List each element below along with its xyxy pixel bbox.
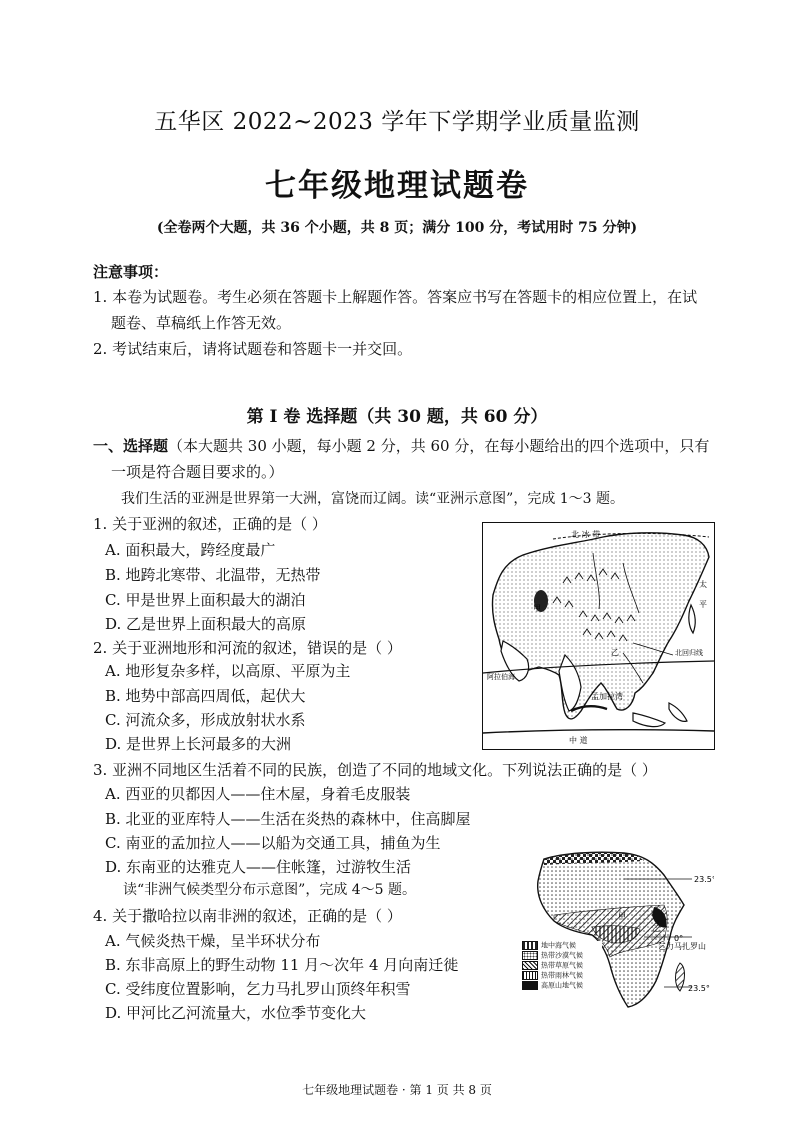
q4-stem: 4. 关于撒哈拉以南非洲的叙述，正确的是（ ） bbox=[93, 907, 402, 925]
bengal-label: 孟加拉湾 bbox=[591, 692, 623, 701]
africa-map bbox=[514, 845, 714, 1025]
legend-swatch-desert bbox=[522, 951, 538, 960]
legend-swatch-highland bbox=[522, 981, 538, 990]
page-footer: 七年级地理试题卷 · 第 1 页 共 8 页 bbox=[302, 1083, 492, 1097]
legend-label: 热带草原气候 bbox=[541, 961, 583, 970]
asia-map bbox=[482, 522, 715, 750]
q2-stem: 2. 关于亚洲地形和河流的叙述，错误的是（ ） bbox=[93, 639, 402, 657]
q3-option-b: B. 北亚的亚库特人——生活在炎热的森林中，住高脚屋 bbox=[105, 810, 471, 828]
q4-option-d: D. 甲河比乙河流量大，水位季节变化大 bbox=[105, 1004, 367, 1022]
q2-option-d: D. 是世界上长河最多的大洲 bbox=[105, 735, 292, 753]
q3-option-d: D. 东南亚的达雅克人——住帐篷，过游牧生活 bbox=[105, 858, 412, 876]
q4-option-a: A. 气候炎热干燥，呈半环状分布 bbox=[105, 932, 321, 950]
legend-swatch-savanna bbox=[522, 961, 538, 970]
q2-option-a: A. 地形复杂多样，以高原、平原为主 bbox=[105, 662, 351, 680]
q2-option-b: B. 地势中部高四周低，起伏大 bbox=[105, 687, 306, 705]
pacific-label-1: 太 bbox=[699, 580, 707, 589]
philippines bbox=[669, 703, 687, 721]
exam-title: 五华区 2022~2023 学年下学期学业质量监测 bbox=[154, 109, 640, 135]
kilimanjaro-label: 乞力马扎罗山 bbox=[658, 942, 706, 951]
legend-item bbox=[522, 941, 576, 951]
tropic-label: 北回归线 bbox=[675, 649, 703, 657]
q2-option-c: C. 河流众多，形成放射状水系 bbox=[105, 711, 306, 729]
africa-label-yi: 乙 bbox=[652, 924, 660, 933]
q3-stem: 3. 亚洲不同地区生活着不同的民族，创造了不同的地域文化。下列说法正确的是（ ） bbox=[93, 761, 657, 779]
q1-option-c: C. 甲是世界上面积最大的湖泊 bbox=[105, 591, 306, 609]
pacific-label-2: 平 bbox=[699, 600, 707, 609]
q1-option-a: A. 面积最大，跨经度最广 bbox=[105, 541, 276, 559]
legend-item bbox=[522, 971, 583, 981]
sea-islands bbox=[633, 713, 665, 727]
japan-islands bbox=[689, 605, 695, 633]
section-heading-cont: 一项是符合题目要求的。） bbox=[111, 463, 284, 481]
section-title: 第 I 卷 选择题（共 30 题，共 60 分） bbox=[246, 407, 548, 427]
equator-label: 中 道 bbox=[569, 736, 588, 745]
q3-option-c: C. 南亚的孟加拉人——以船为交通工具，捕鱼为生 bbox=[105, 834, 441, 852]
q1-option-d: D. 乙是世界上面积最大的高原 bbox=[105, 615, 307, 633]
lat-zero-label: 0° bbox=[674, 934, 684, 943]
section-heading-rest: （本大题共 30 小题，每小题 2 分，共 60 分，在每小题给出的四个选项中，只有 bbox=[168, 437, 710, 455]
asia-landmass bbox=[492, 533, 709, 719]
africa-intro: 读“非洲气候类型分布示意图”，完成 4～5 题。 bbox=[123, 882, 417, 898]
lat-south-label: 23.5° bbox=[688, 984, 710, 993]
lat-north-label: 23.5° bbox=[694, 875, 714, 884]
map-label-yi: 乙 bbox=[611, 648, 619, 657]
q4-option-b: B. 东非高原上的野生动物 11 月～次年 4 月向南迁徙 bbox=[105, 956, 459, 974]
q3-option-a: A. 西亚的贝都因人——住木屋，身着毛皮服装 bbox=[105, 785, 411, 803]
asia-intro: 我们生活的亚洲是世界第一大洲，富饶而辽阔。读“亚洲示意图”，完成 1～3 题。 bbox=[121, 491, 625, 507]
q1-stem: 1. 关于亚洲的叙述，正确的是（ ） bbox=[93, 515, 327, 533]
section-heading bbox=[93, 436, 709, 456]
q4-option-c: C. 受纬度位置影响，乞力马扎罗山顶终年积雪 bbox=[105, 980, 411, 998]
africa-label-jia: 甲 bbox=[618, 912, 626, 921]
section-heading-bold: 一、选择题 bbox=[93, 437, 169, 455]
note-item-1-cont: 题卷、草稿纸上作答无效。 bbox=[111, 314, 292, 332]
exam-info: (全卷两个大题，共 36 个小题，共 8 页；满分 100 分，考试用时 75 分钟) bbox=[156, 220, 638, 236]
legend-label: 热带沙漠气候 bbox=[541, 951, 583, 960]
legend-swatch-rainforest bbox=[522, 971, 538, 980]
legend-item bbox=[522, 961, 583, 971]
note-item-2: 2. 考试结束后，请将试题卷和答题卡一并交回。 bbox=[93, 340, 413, 358]
asia-map-svg bbox=[483, 523, 714, 749]
equator-line bbox=[483, 730, 714, 733]
q1-option-b: B. 地跨北寒带、北温带，无热带 bbox=[105, 566, 321, 584]
arctic-label: 北 冰 带 bbox=[571, 530, 601, 539]
legend-item bbox=[522, 981, 583, 991]
arabian-label: 阿拉伯海 bbox=[487, 673, 515, 681]
legend-item bbox=[522, 951, 583, 961]
map-label-jia: 甲 bbox=[533, 604, 541, 613]
legend-label: 地中海气候 bbox=[541, 941, 576, 950]
africa-legend bbox=[522, 941, 602, 991]
notes-title: 注意事项： bbox=[93, 263, 169, 281]
legend-label: 热带雨林气候 bbox=[541, 971, 583, 980]
africa-map-svg bbox=[514, 845, 714, 1025]
legend-label: 高原山地气候 bbox=[541, 981, 583, 990]
legend-swatch-mediterranean bbox=[522, 941, 538, 950]
exam-subtitle: 七年级地理试题卷 bbox=[265, 168, 529, 204]
note-item-1: 1. 本卷为试题卷。考生必须在答题卡上解题作答。答案应书写在答题卡的相应位置上，在试 bbox=[93, 288, 698, 306]
